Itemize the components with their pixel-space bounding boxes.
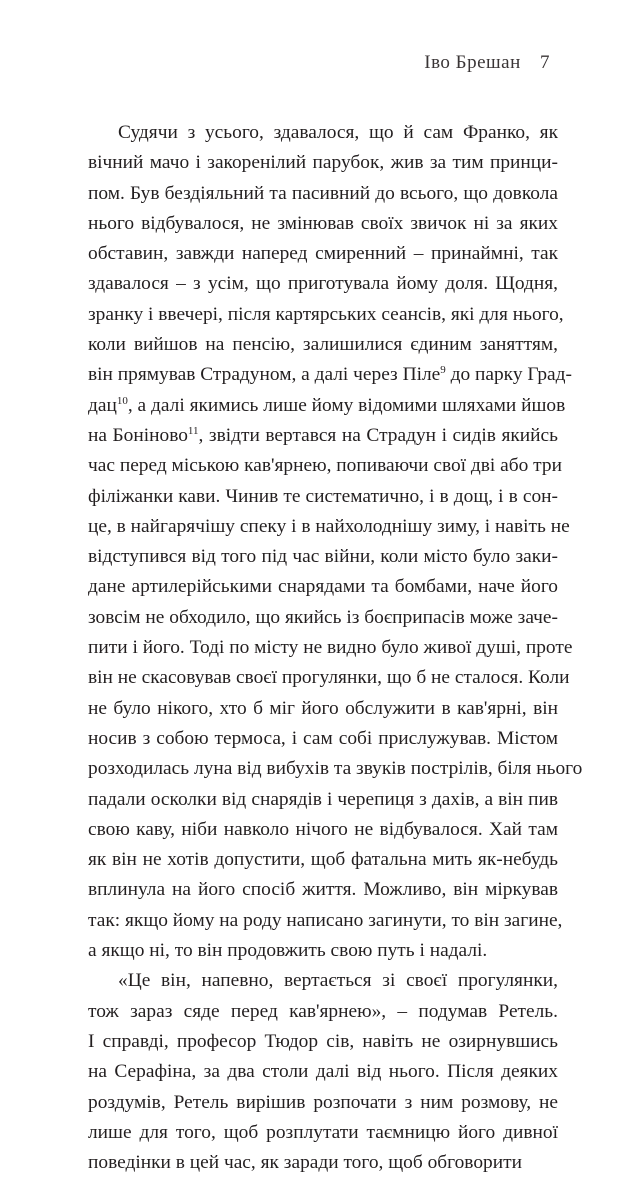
- text-line: на Серафіна, за два столи далі від нього. Після деяких: [88, 1061, 558, 1083]
- text-line: свою каву, ніби навколо нічого не відбувалося. Хай там: [88, 818, 558, 840]
- paragraph: [88, 118, 583, 966]
- text-line: час перед міською кав'ярнею, попиваючи свої дві або три: [88, 455, 562, 477]
- text-line: зранку і ввечері, після картярських сеансів, які для нього,: [88, 303, 564, 325]
- text-line: він не скасовував своєї прогулянки, що б не сталося. Коли: [88, 667, 570, 689]
- text-line: носив з собою термоса, і сам собі прислужував. Містом: [88, 727, 558, 749]
- text-line: [88, 421, 558, 451]
- text-line: нього відбувалося, не змінював своїх звичок ні за яких: [88, 212, 558, 234]
- text-segment: , звідти вертався на Страдун і сидів якийсь: [198, 424, 559, 446]
- text-line: розходилась луна від вибухів та звуків пострілів, біля нього: [88, 758, 583, 780]
- text-line: коли вийшов на пенсію, залишилися єдиним заняттям,: [88, 334, 558, 356]
- text-line: І справді, професор Тюдор сів, навіть не озирнувшись: [88, 1030, 558, 1052]
- header-author: Іво Брешан: [424, 52, 521, 73]
- text-line: як він не хотів допустити, щоб фатальна мить як-небудь: [88, 849, 558, 871]
- body-text: [88, 118, 583, 1178]
- text-line: здавалося – з усім, що приготувала йому доля. Щодня,: [88, 273, 558, 295]
- text-line: лише для того, щоб розплутати таємницю його дивної: [88, 1121, 558, 1143]
- footnote-marker: 11: [187, 424, 199, 437]
- footnote-marker: 10: [116, 394, 128, 407]
- text-line: «Це він, напевно, вертається зі своєї прогулянки,: [118, 970, 558, 992]
- text-line: вплинула на його спосіб життя. Можливо, він міркував: [88, 879, 558, 901]
- text-line: вічний мачо і закоренілий парубок, жив за тим принци-: [88, 152, 558, 174]
- text-line: поведінки в цей час, як заради того, щоб обговорити: [88, 1152, 522, 1174]
- text-line: зовсім не обходило, що якийсь із боєприпасів може заче-: [88, 606, 558, 628]
- text-line: пити і його. Тоді по місту не видно було живої душі, проте: [88, 637, 573, 659]
- text-segment: дац: [88, 394, 117, 416]
- text-segment: він прямував Страдуном, а далі через Піле: [88, 364, 441, 386]
- text-segment: на Боніново: [88, 424, 188, 446]
- text-line: падали осколки від снарядів і черепиця з дахів, а він пив: [88, 788, 558, 810]
- running-head: [424, 52, 550, 74]
- text-line: обставин, завжди наперед смиренний – принаймні, так: [88, 243, 558, 265]
- paragraph: [88, 966, 558, 1178]
- text-line: філіжанки кави. Чинив те систематично, і в дощ, і в сон-: [88, 485, 558, 507]
- text-line: дане артилерійськими снарядами та бомбами, наче його: [88, 576, 558, 598]
- text-line: не було нікого, хто б міг його обслужити в кав'ярні, він: [88, 697, 558, 719]
- text-line: роздумів, Ретель вирішив розпочати з ним розмову, не: [88, 1091, 558, 1113]
- text-line: [88, 391, 566, 421]
- text-line: тож зараз сяде перед кав'ярнею», – подумав Ретель.: [88, 1000, 558, 1022]
- text-line: а якщо ні, то він продовжить свою путь і надалі.: [88, 940, 488, 962]
- text-line: це, в найгарячішу спеку і в найхолоднішу зиму, і навіть не: [88, 515, 570, 537]
- text-segment: до парку Град-: [445, 364, 572, 386]
- text-segment: , а далі якимись лише йому відомими шляхами йшов: [127, 394, 566, 416]
- text-line: відступився від того під час війни, коли місто було заки-: [88, 546, 558, 568]
- text-line: Судячи з усього, здавалося, що й сам Франко, як: [118, 122, 558, 143]
- page-number: 7: [540, 52, 550, 73]
- text-line: так: якщо йому на роду написано загинути, то він загине,: [88, 909, 563, 931]
- text-line: [88, 360, 572, 390]
- text-line: пом. Був бездіяльний та пасивний до всього, що довкола: [88, 182, 558, 204]
- footnote-marker: 9: [440, 364, 446, 377]
